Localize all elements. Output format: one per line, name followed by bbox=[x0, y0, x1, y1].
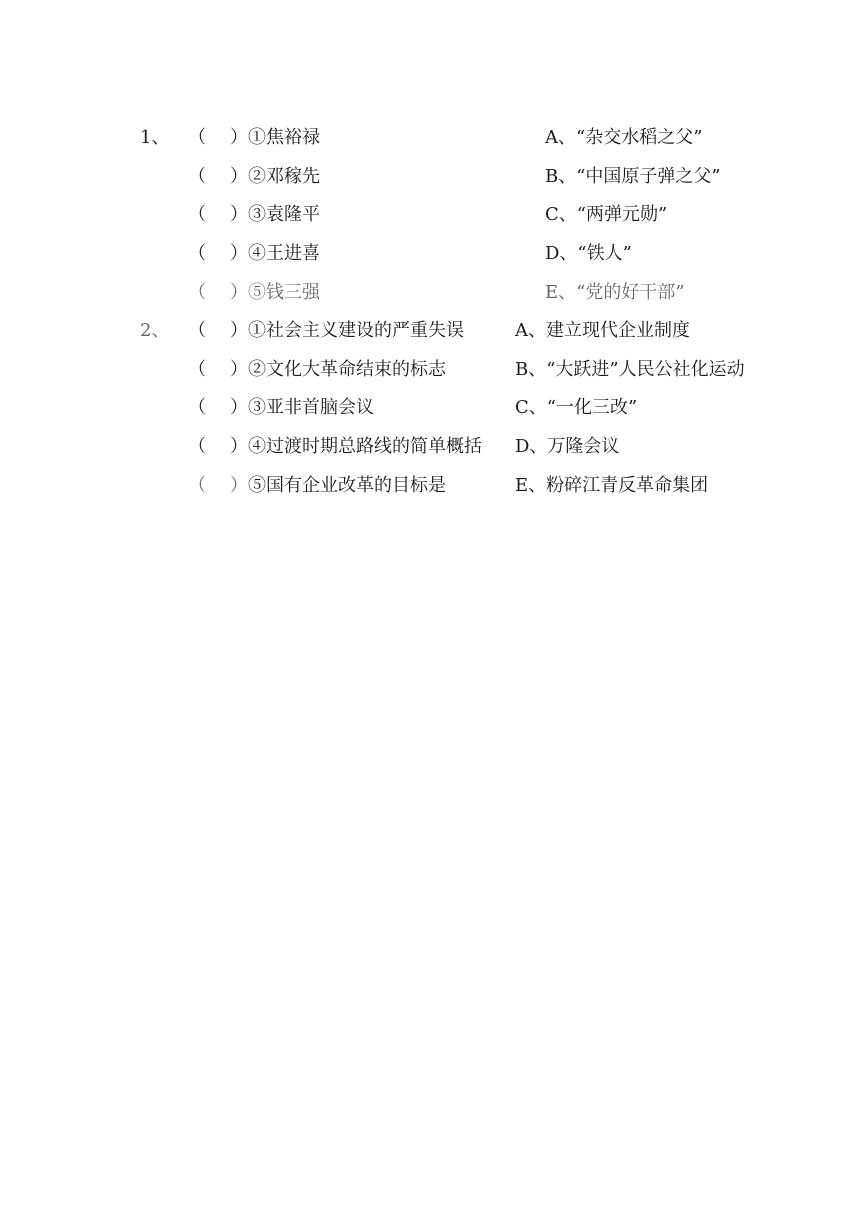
match-item: ③袁隆平 bbox=[248, 204, 320, 225]
q2-row-5: （ ） ⑤国有企业改革的目标是 E、粉碎江青反革命集团 bbox=[0, 472, 860, 500]
match-item: ②文化大革命结束的标志 bbox=[248, 359, 446, 380]
match-option: D、“铁人” bbox=[545, 243, 632, 264]
match-option: E、“党的好干部” bbox=[545, 282, 685, 303]
match-option: B、“中国原子弹之父” bbox=[545, 166, 721, 187]
match-item: ⑤国有企业改革的目标是 bbox=[248, 475, 446, 496]
question-number: 1、 bbox=[140, 127, 170, 148]
match-item: ②邓稼先 bbox=[248, 166, 320, 187]
match-option: C、“两弹元勋” bbox=[545, 204, 668, 225]
match-item: ①焦裕禄 bbox=[248, 127, 320, 148]
match-option: C、“一化三改” bbox=[515, 397, 638, 418]
match-item: ④王进喜 bbox=[248, 243, 320, 264]
q1-row-4: （ ） ④王进喜 D、“铁人” bbox=[0, 240, 860, 268]
q2-row-3: （ ） ③亚非首脑会议 C、“一化三改” bbox=[0, 394, 860, 422]
match-item: ⑤钱三强 bbox=[248, 282, 320, 303]
match-option: B、“大跃进”人民公社化运动 bbox=[515, 359, 745, 380]
match-option: E、粉碎江青反革命集团 bbox=[515, 475, 709, 496]
q1-row-3: （ ） ③袁隆平 C、“两弹元勋” bbox=[0, 201, 860, 229]
q2-row-1: 2、 （ ） ①社会主义建设的严重失误 A、建立现代企业制度 bbox=[0, 317, 860, 345]
q1-row-1: 1、 （ ） ①焦裕禄 A、“杂交水稻之父” bbox=[0, 124, 860, 152]
q1-row-5: （ ） ⑤钱三强 E、“党的好干部” bbox=[0, 279, 860, 307]
match-item: ③亚非首脑会议 bbox=[248, 397, 374, 418]
q1-row-2: （ ） ②邓稼先 B、“中国原子弹之父” bbox=[0, 163, 860, 191]
match-option: A、建立现代企业制度 bbox=[515, 320, 690, 341]
question-number: 2、 bbox=[140, 320, 170, 341]
q2-row-2: （ ） ②文化大革命结束的标志 B、“大跃进”人民公社化运动 bbox=[0, 356, 860, 384]
q2-row-4: （ ） ④过渡时期总路线的简单概括 D、万隆会议 bbox=[0, 433, 860, 461]
match-option: A、“杂交水稻之父” bbox=[545, 127, 703, 148]
match-option: D、万隆会议 bbox=[515, 436, 620, 457]
match-item: ④过渡时期总路线的简单概括 bbox=[248, 436, 482, 457]
match-item: ①社会主义建设的严重失误 bbox=[248, 320, 464, 341]
